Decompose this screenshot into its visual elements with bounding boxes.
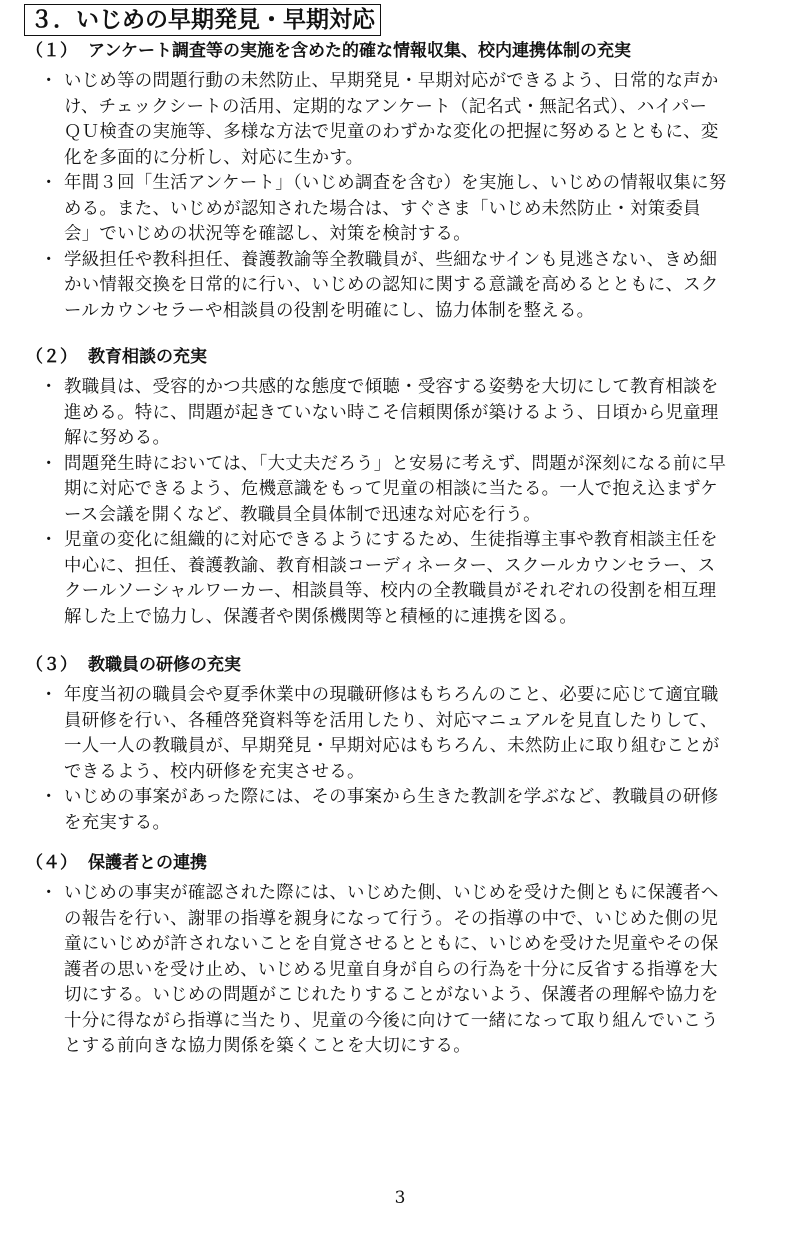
bullet-line: 員研修を行い、各種啓発資料等を活用したり、対応マニュアルを見直したりして、 [64, 710, 718, 731]
bullet-line: を充実する。 [64, 812, 171, 833]
bullet-line: 中心に、担任、養護教諭、教育相談コーディネーター、スクールカウンセラー、ス [64, 555, 716, 576]
bullet-item [40, 785, 780, 836]
section-title: 教職員の研修の充実 [88, 655, 241, 675]
bullet-mark: ・ [40, 71, 58, 91]
bullet-line: 会」でいじめの状況等を確認し、対策を検討する。 [64, 224, 471, 244]
bullet-line: 児童の変化に組織的に対応できるようにするため、生徒指導主事や教育相談主任を [64, 530, 718, 550]
bullet-line: 期に対応できるよう、危機意識をもって児童の相談に当たる。一人で抱え込まずケ [64, 479, 719, 499]
bullet-list [0, 375, 800, 630]
bullet-line: 年度当初の職員会や夏季休業中の現職研修はもちろんのこと、必要に応じて適宜職 [64, 685, 719, 705]
bullet-line: け、チェックシートの活用、定期的なアンケート（記名式・無記名式）、ハイパー [64, 96, 708, 117]
bullet-line: ールカウンセラーや相談員の役割を明確にし、協力体制を整える。 [64, 300, 595, 321]
section-heading [26, 36, 800, 66]
bullet-mark: ・ [40, 377, 58, 397]
section-4 [0, 848, 800, 1060]
bullet-line: ＱＵ検査の実施等、多様な方法で児童のわずかな変化の把握に努めるとともに、変 [64, 122, 719, 142]
section-number: （４） [26, 853, 77, 873]
bullet-mark: ・ [40, 530, 58, 550]
section-title: 教育相談の充実 [88, 347, 207, 367]
bullet-line: かい情報交換を日常的に行い、いじめの認知に関する意識を高めるとともに、スク [64, 275, 719, 295]
bullet-line: の報告を行い、謝罪の指導を親身になって行う。その指導の中で、いじめた側の児 [64, 908, 719, 929]
bullet-line: 学級担任や教科担任、養護教諭等全教職員が、些細なサインも見逃さない、きめ細 [64, 249, 718, 270]
section-title: アンケート調査等の実施を含めた的確な情報収集、校内連携体制の充実 [88, 41, 631, 61]
bullet-line: ース会議を開くなど、教職員全員体制で迅速な対応を行う。 [64, 504, 541, 525]
bullet-line: 解した上で協力し、保護者や関係機関等と積極的に連携を図る。 [64, 606, 578, 627]
section-title: 保護者との連携 [88, 853, 207, 873]
bullet-list [0, 683, 800, 836]
section-heading [26, 650, 800, 680]
bullet-item [40, 528, 780, 630]
bullet-item [40, 69, 780, 171]
bullet-item [40, 683, 780, 785]
bullet-mark: ・ [40, 883, 58, 903]
page-title: ３．いじめの早期発見・早期対応 [24, 4, 381, 36]
bullet-line: 切にする。いじめの問題がこじれたりすることがないよう、保護者の理解や協力を [64, 985, 719, 1005]
bullet-line: 進める。特に、問題が起きていない時こそ信頼関係が築けるよう、日頃から児童理 [64, 402, 719, 423]
section-1 [0, 36, 800, 324]
bullet-line: 年間３回「生活アンケート」（いじめ調査を含む）を実施し、いじめの情報収集に努 [64, 173, 727, 193]
section-heading [26, 342, 800, 372]
bullet-line: できるよう、校内研修を充実させる。 [64, 761, 365, 782]
bullet-item [40, 881, 780, 1060]
bullet-mark: ・ [40, 453, 58, 474]
bullet-mark: ・ [40, 249, 58, 270]
bullet-line: いじめの事実が確認された際には、いじめた側、いじめを受けた側ともに保護者へ [64, 883, 719, 903]
bullet-list [0, 881, 800, 1060]
bullet-item [40, 375, 780, 452]
bullet-line: 護者の思いを受け止め、いじめる児童自身が自らの行為を十分に反省する指導を大 [64, 959, 718, 980]
bullet-line: とする前向きな協力関係を築くことを大切にする。 [64, 1036, 471, 1056]
section-number: （１） [26, 41, 77, 61]
page-number: 3 [394, 1188, 406, 1208]
bullet-line: 十分に得ながら指導に当たり、児童の今後に向けて一緒になって取り組んでいこう [64, 1010, 719, 1031]
bullet-line: 解に努める。 [64, 428, 171, 448]
bullet-item [40, 452, 780, 529]
bullet-line: 童にいじめが許されないことを自覚させるとともに、いじめを受けた児童やその保 [64, 934, 719, 954]
bullet-line: める。また、いじめが認知された場合は、すぐさま「いじめ未然防止・対策委員 [64, 198, 701, 219]
bullet-line: クールソーシャルワーカー、相談員等、校内の全教職員がそれぞれの役割を相互理 [64, 581, 717, 601]
bullet-line: 化を多面的に分析し、対応に生かす。 [64, 147, 364, 168]
section-3 [0, 650, 800, 836]
bullet-item [40, 248, 780, 325]
bullet-mark: ・ [40, 787, 58, 807]
bullet-line: 教職員は、受容的かつ共感的な態度で傾聴・受容する姿勢を大切にして教育相談を [64, 377, 719, 397]
bullet-line: 一人一人の教職員が、早期発見・早期対応はもちろん、未然防止に取り組むことが [64, 736, 720, 756]
bullet-line: 問題発生時においては、「大丈夫だろう」と安易に考えず、問題が深刻になる前に早 [64, 453, 727, 474]
section-number: （３） [26, 655, 77, 675]
section-number: （２） [26, 347, 77, 367]
bullet-line: いじめの事案があった際には、その事案から生きた教訓を学ぶなど、教職員の研修 [64, 787, 719, 807]
bullet-item [40, 171, 780, 248]
bullet-mark: ・ [40, 685, 58, 705]
section-heading [26, 848, 800, 878]
section-2 [0, 342, 800, 630]
bullet-mark: ・ [40, 173, 58, 193]
bullet-list [0, 69, 800, 324]
bullet-line: いじめ等の問題行動の未然防止、早期発見・早期対応ができるよう、日常的な声か [64, 71, 719, 91]
